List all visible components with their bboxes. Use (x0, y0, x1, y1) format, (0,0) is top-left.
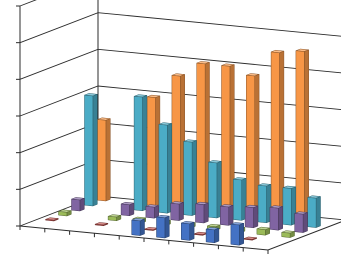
bar (270, 206, 283, 231)
bar-side (239, 223, 243, 245)
bar (157, 215, 170, 238)
bar (222, 64, 235, 213)
bar-front (308, 197, 316, 227)
bar-side (278, 207, 282, 231)
bar (159, 123, 172, 214)
bar (257, 227, 270, 235)
bar-side (80, 198, 84, 211)
bar (95, 223, 108, 226)
bar (296, 49, 309, 220)
bar-front (271, 52, 279, 218)
bar-side (229, 205, 233, 225)
bar (220, 205, 233, 226)
bar (295, 212, 308, 233)
bar (244, 237, 257, 240)
bar (171, 202, 184, 221)
bar (147, 95, 160, 206)
bar (184, 140, 197, 216)
bar-front (85, 95, 93, 206)
bar-front (108, 216, 116, 221)
bar (181, 221, 194, 240)
bar-side (165, 216, 169, 238)
bar-front (222, 66, 230, 214)
bar (197, 61, 210, 210)
bar (134, 95, 147, 211)
bar-side (179, 202, 183, 220)
bar-front (184, 141, 192, 215)
bar-front (147, 97, 155, 206)
bar (46, 218, 59, 221)
bar (194, 232, 207, 235)
bar-front (72, 199, 80, 211)
bar (72, 197, 85, 211)
bar (146, 205, 159, 219)
bar-front (171, 203, 179, 220)
bar (108, 215, 121, 221)
bar-side (303, 213, 307, 233)
bar (85, 93, 98, 206)
bar (98, 118, 111, 201)
bar-front (231, 224, 239, 245)
bar-side (140, 219, 144, 235)
bar-side (106, 119, 110, 201)
bar (145, 227, 158, 230)
bar (132, 218, 145, 235)
bar-front (59, 212, 67, 217)
bar-front (296, 51, 304, 221)
bar (271, 50, 284, 218)
bar-front (134, 96, 142, 211)
bar-front (196, 204, 204, 223)
bar (121, 202, 134, 216)
bar-side (204, 203, 208, 223)
bar-front (258, 185, 266, 223)
bar-front (159, 124, 167, 213)
bar (308, 196, 321, 228)
bar-front (157, 217, 165, 238)
bar-front (132, 220, 140, 236)
bar-side (143, 95, 147, 210)
bar-front (233, 179, 241, 220)
bar-front (121, 204, 129, 216)
bar (283, 186, 296, 225)
bar-front (98, 120, 106, 202)
bar-front (220, 206, 228, 225)
bar (59, 210, 72, 216)
bar (282, 231, 295, 238)
bar (233, 178, 246, 221)
bar-side (304, 50, 308, 220)
bar-front (245, 207, 253, 228)
bar-side (130, 203, 134, 216)
bar (246, 74, 259, 216)
bar (209, 160, 222, 218)
bar-side (316, 197, 320, 228)
bar (231, 223, 244, 246)
bar-front (206, 229, 214, 243)
bar-front (257, 229, 265, 235)
gridline (20, 13, 341, 43)
bar-side (254, 206, 258, 228)
bar-front (283, 188, 291, 226)
bar-front (172, 75, 180, 208)
bar (245, 205, 258, 228)
bar (196, 202, 209, 223)
bar (258, 184, 271, 223)
bar-front (282, 232, 290, 237)
bar-side (190, 222, 194, 240)
chart-bars (46, 49, 321, 245)
bar-front (295, 213, 303, 232)
gridline (20, 0, 341, 6)
bar-side (93, 94, 97, 206)
bar-front (181, 223, 189, 240)
bar-side (215, 228, 219, 243)
bar-front (146, 206, 154, 218)
bar-front (246, 75, 254, 215)
bar (172, 74, 185, 209)
bar-front (209, 162, 217, 218)
bar (206, 227, 219, 242)
bar-side (167, 124, 171, 214)
bar-front (270, 207, 278, 230)
bar-front (197, 63, 205, 211)
